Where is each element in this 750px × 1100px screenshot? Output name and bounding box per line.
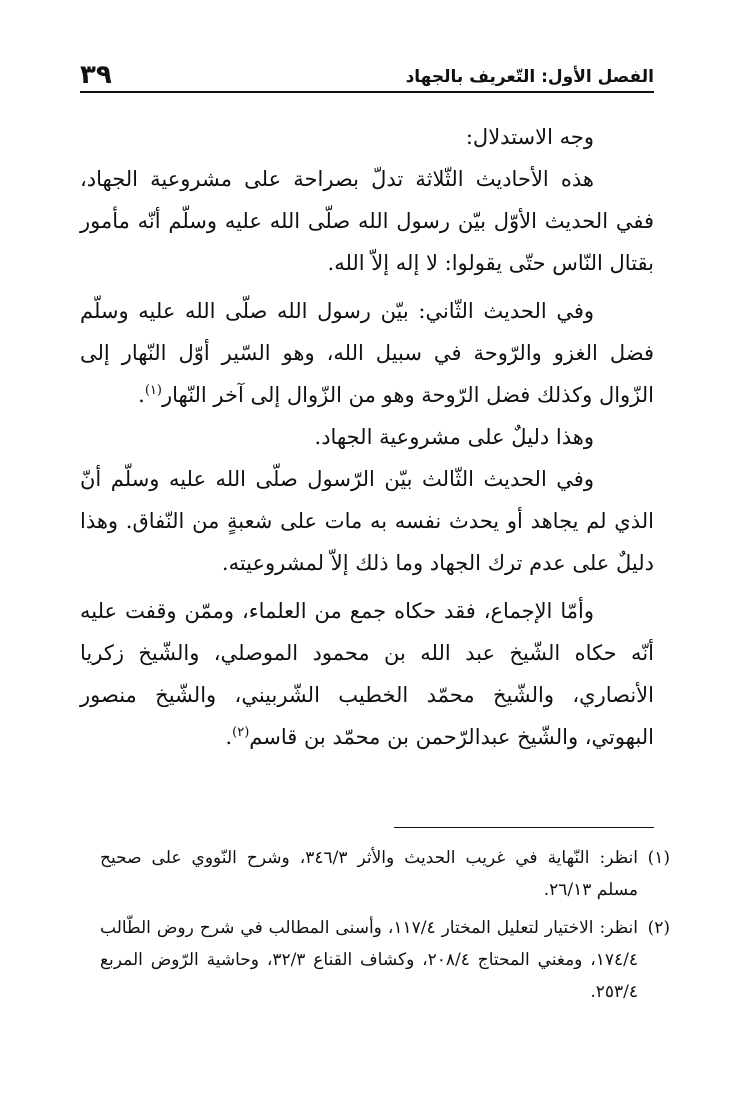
paragraph [80,590,654,758]
footnote-text: انظر: الاختيار لتعليل المختار ١١٧/٤، وأسنى المطالب في شرح روض الطّالب ١٧٤/٤، ومغني المحتاج ٢٠٨/٤، وكشاف القناع ٣٢/٣، وحاشية الرّوض المربع ٢٥٣/٤. [100,918,638,1002]
footnote [100,912,670,1008]
footnote-reference: (١) [144,383,162,398]
footnote-reference: (٢) [232,725,250,740]
paragraph-heading: وجه الاستدلال: [465,125,594,149]
paragraph [80,290,654,416]
paragraph: وهذا دليلٌ على مشروعية الجهاد. [314,425,594,449]
page-number: ٣٩ [80,60,112,90]
footnote-number: (١) [647,848,670,868]
page-header [80,58,654,88]
paragraph-text: وأمّا الإجماع، فقد حكاه جمع من العلماء، وممّن وقفت عليه أنّه حكاه الشّيخ عبد الله بن محمود الموصلي، والشّيخ زكريا الأنصاري، والشّيخ محمّد الخطيب الشّربيني، والشّيخ منصور البهوتي، والشّيخ عبدالرّحمن بن محمّد بن قاسم [80,599,654,749]
chapter-title: الفصل الأول: التّعريف بالجهاد [405,67,654,87]
paragraph-end: . [138,383,145,407]
footnote-text: انظر: النّهاية في غريب الحديث والأثر ٣٤٦/٣، وشرح النّووي على صحيح مسلم ٢٦/١٣. [100,848,638,900]
footnote [100,842,670,906]
paragraph: وفي الحديث الثّالث بيّن الرّسول صلّى الله عليه وسلّم أنّ الذي لم يجاهد أو يحدث نفسه به مات على شعبةٍ من النّفاق. وهذا دليلٌ على عدم ترك الجهاد وما ذلك إلاّ لمشروعيته. [80,467,654,575]
header-divider [80,91,654,93]
paragraph: هذه الأحاديث الثّلاثة تدلّ بصراحة على مشروعية الجهاد، ففي الحديث الأوّل بيّن رسول الله صلّى الله عليه وسلّم أنّه مأمور بقتال النّاس حتّى يقولوا: لا إله إلاّ الله. [80,167,654,275]
main-text [80,116,654,758]
footnote-divider [394,827,654,828]
paragraph-end: . [225,725,233,749]
paragraph-text: وفي الحديث الثّاني: بيّن رسول الله صلّى الله عليه وسلّم فضل الغزو والرّوحة في سبيل الله، وهو السّير أوّل النّهار إلى الزّوال وكذلك فضل الرّوحة وهو من الزّوال إلى آخر النّهار [80,299,654,407]
footnotes [100,842,670,1014]
footnote-number: (٢) [647,918,670,938]
